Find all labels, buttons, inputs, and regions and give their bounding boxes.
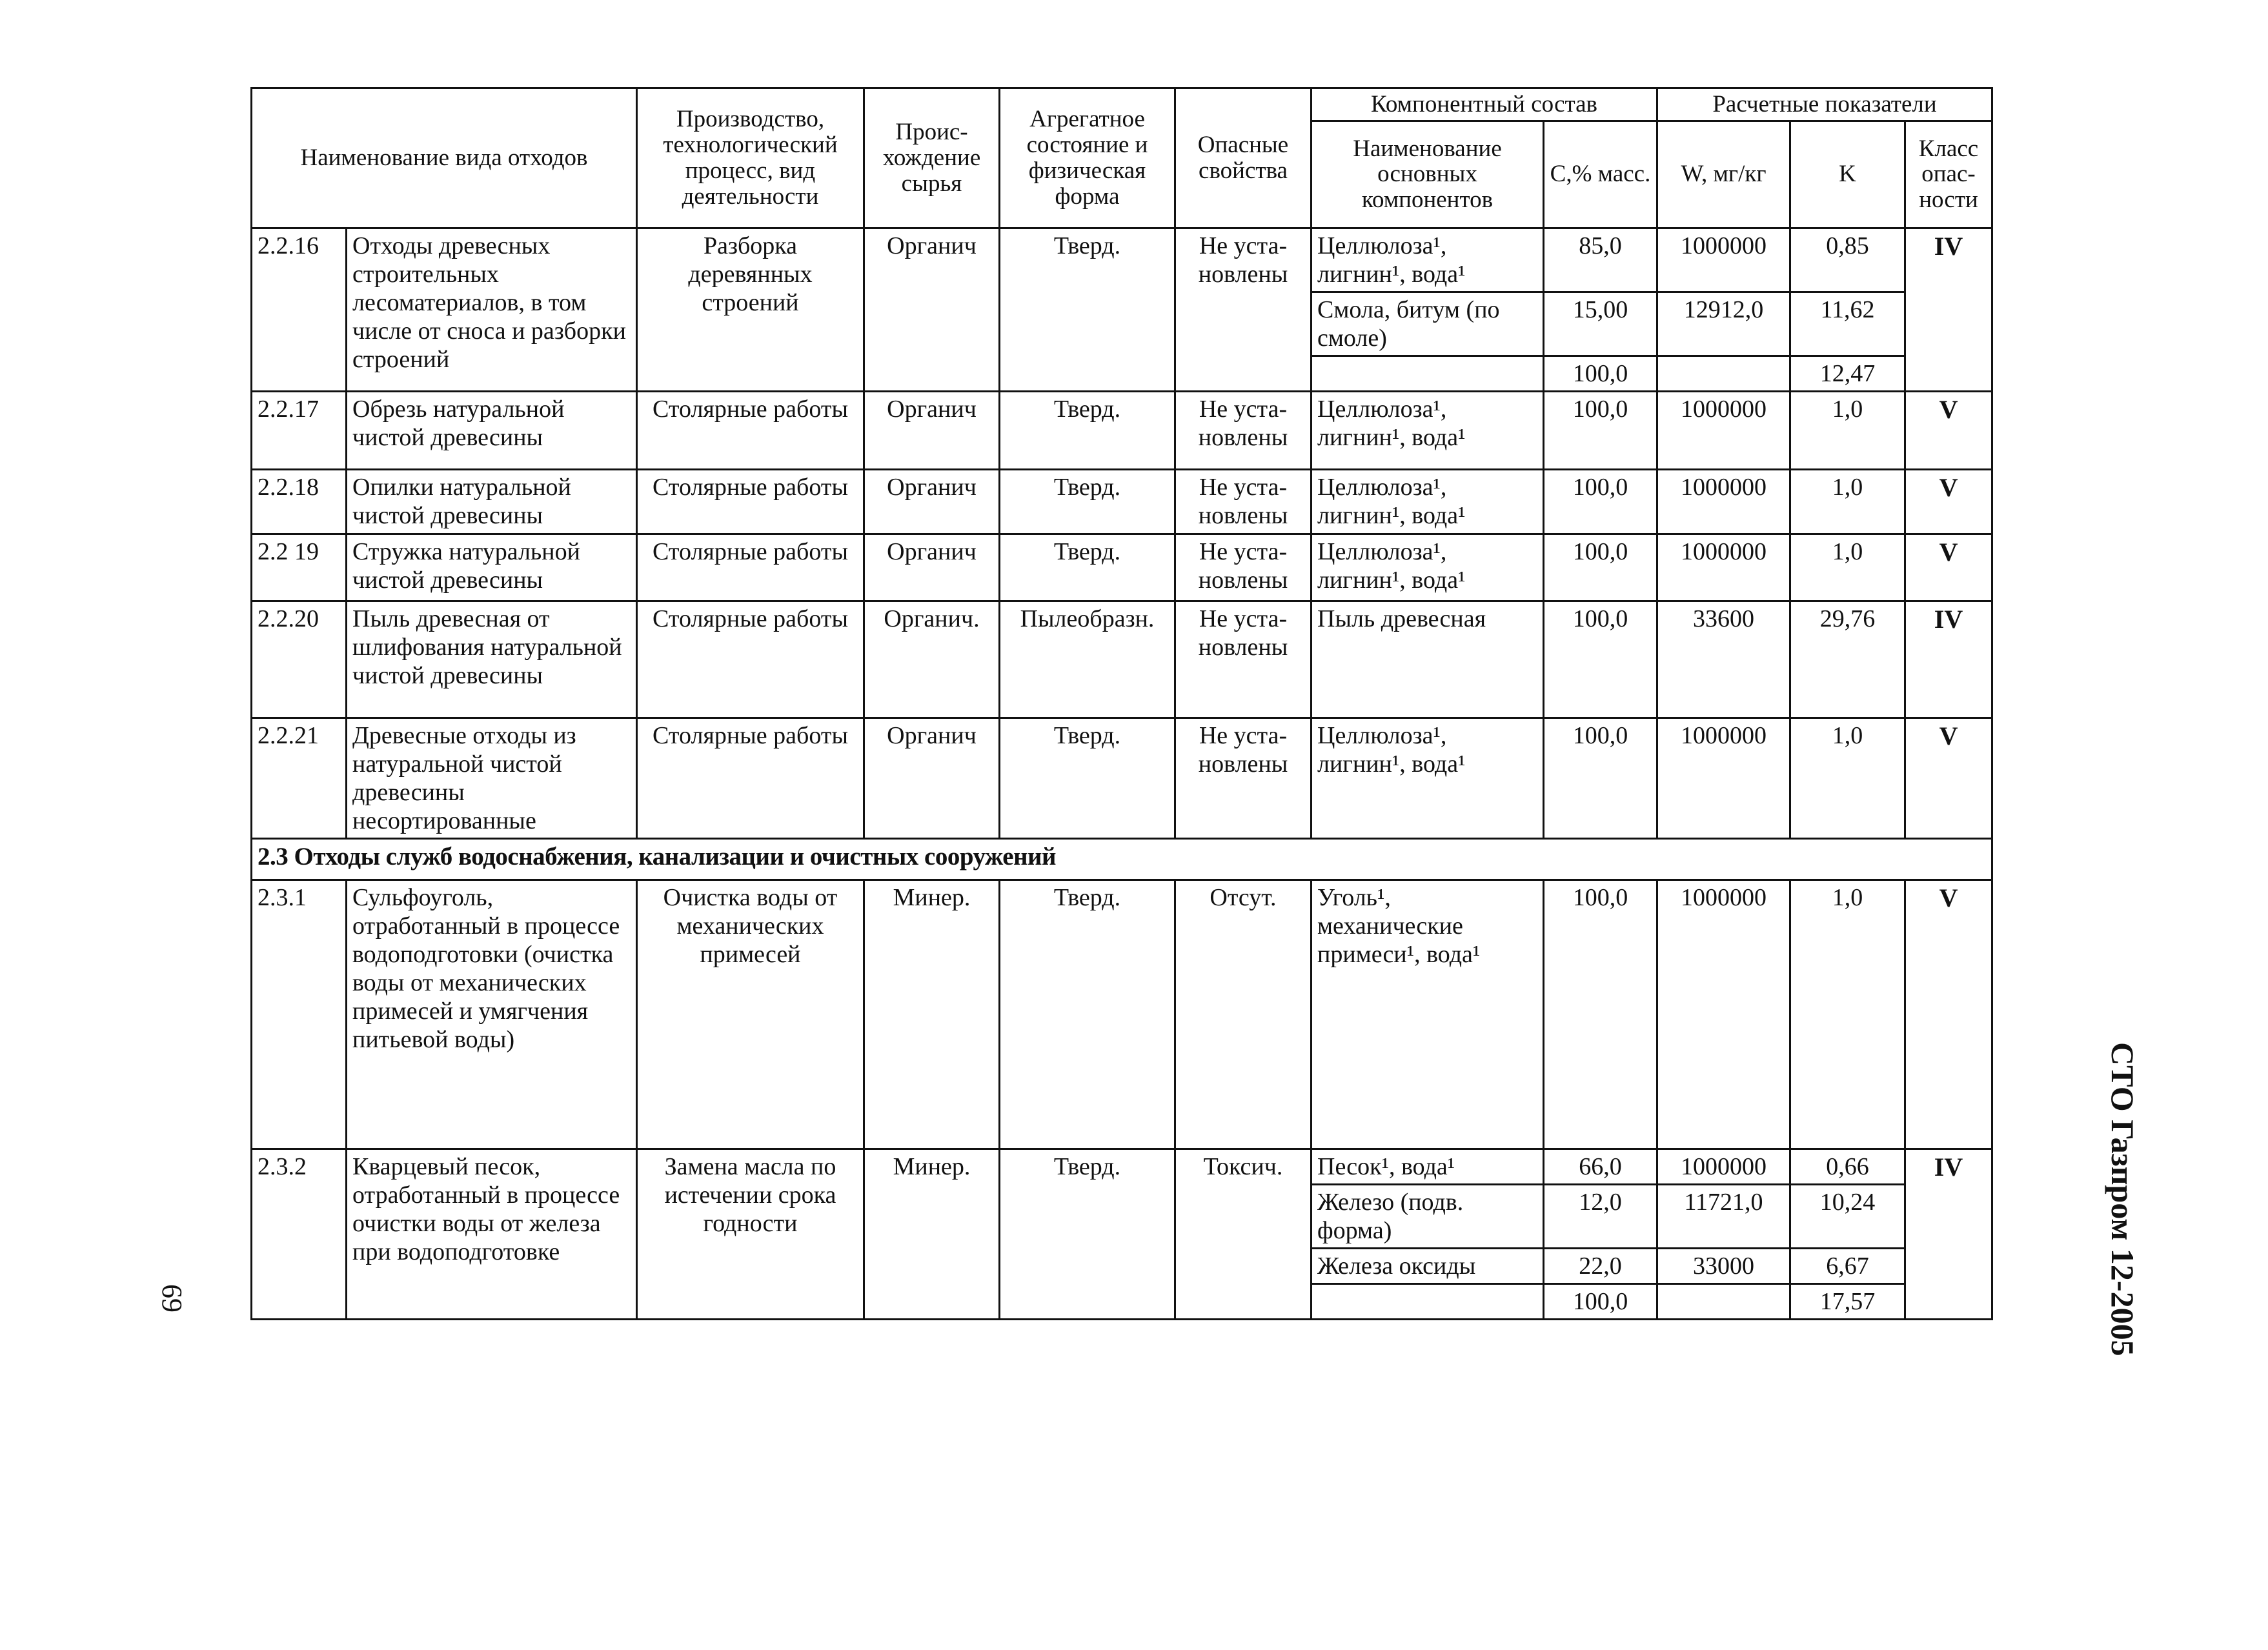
row-w: 1000000 bbox=[1657, 470, 1790, 534]
row-code: 2.2 19 bbox=[252, 534, 347, 601]
header-process: Производство, технологический процесс, вид деятельности bbox=[637, 88, 864, 228]
row-total-k: 17,57 bbox=[1790, 1284, 1905, 1320]
row-total-concentration: 100,0 bbox=[1544, 356, 1657, 392]
row-w: 1000000 bbox=[1657, 228, 1790, 292]
section-title: 2.3 Отходы служб водоснабжения, канализации и очистных сооружений bbox=[252, 838, 1992, 880]
row-w-empty bbox=[1657, 1284, 1790, 1320]
row-waste-name: Опилки натуральной чистой древесины bbox=[347, 470, 637, 534]
header-waste-name: Наименование вида отходов bbox=[252, 88, 637, 228]
row-hazard: Не уста- новлены bbox=[1175, 534, 1311, 601]
table-row bbox=[252, 392, 1992, 470]
row-concentration: 100,0 bbox=[1544, 470, 1657, 534]
header-concentration: С,% масс. bbox=[1544, 121, 1657, 228]
page-number: 69 bbox=[156, 1284, 188, 1313]
row-origin: Органич bbox=[864, 392, 1000, 470]
row-w: 33000 bbox=[1657, 1249, 1790, 1284]
waste-table-sheet bbox=[250, 87, 1991, 1316]
row-origin: Органич bbox=[864, 718, 1000, 838]
row-concentration: 15,00 bbox=[1544, 292, 1657, 356]
row-component: Целлюлоза¹, лигнин¹, вода¹ bbox=[1311, 718, 1544, 838]
row-waste-name: Сульфоуголь, отработанный в процессе водоподготовки (очистка воды от механических примесей и умягчения питьевой воды) bbox=[347, 880, 637, 1149]
section-row bbox=[252, 838, 1992, 880]
row-origin: Органич. bbox=[864, 601, 1000, 718]
waste-classification-table bbox=[250, 87, 1993, 1320]
row-k: 11,62 bbox=[1790, 292, 1905, 356]
row-concentration: 85,0 bbox=[1544, 228, 1657, 292]
row-hazard: Не уста- новлены bbox=[1175, 392, 1311, 470]
row-state: Тверд. bbox=[1000, 534, 1175, 601]
row-w: 33600 bbox=[1657, 601, 1790, 718]
row-hazard: Токсич. bbox=[1175, 1149, 1311, 1319]
row-w: 1000000 bbox=[1657, 880, 1790, 1149]
row-w: 1000000 bbox=[1657, 1149, 1790, 1184]
row-process: Столярные работы bbox=[637, 718, 864, 838]
header-hazard-class: Класс опас- ности bbox=[1905, 121, 1992, 228]
row-concentration: 100,0 bbox=[1544, 601, 1657, 718]
row-w: 1000000 bbox=[1657, 534, 1790, 601]
row-component: Железа оксиды bbox=[1311, 1249, 1544, 1284]
row-component-empty bbox=[1311, 1284, 1544, 1320]
table-row bbox=[252, 880, 1992, 1149]
row-w-empty bbox=[1657, 356, 1790, 392]
row-component: Железо (подв. форма) bbox=[1311, 1184, 1544, 1248]
row-hazard-class: IV bbox=[1905, 601, 1992, 718]
row-process: Очистка воды от механических примесей bbox=[637, 880, 864, 1149]
row-concentration: 66,0 bbox=[1544, 1149, 1657, 1184]
row-hazard-class: V bbox=[1905, 880, 1992, 1149]
row-k: 0,66 bbox=[1790, 1149, 1905, 1184]
row-code: 2.2.17 bbox=[252, 392, 347, 470]
header-components-group: Компонентный состав bbox=[1311, 88, 1657, 121]
header-component-name: Наименование основных компонентов bbox=[1311, 121, 1544, 228]
row-origin: Органич bbox=[864, 534, 1000, 601]
row-component: Смола, битум (по смоле) bbox=[1311, 292, 1544, 356]
row-state: Тверд. bbox=[1000, 392, 1175, 470]
row-component: Целлюлоза¹, лигнин¹, вода¹ bbox=[1311, 470, 1544, 534]
row-waste-name: Отходы древесных строительных лесоматериалов, в том числе от сноса и разборки строений bbox=[347, 228, 637, 391]
row-w: 1000000 bbox=[1657, 392, 1790, 470]
row-state: Тверд. bbox=[1000, 1149, 1175, 1319]
header-hazard: Опасные свойства bbox=[1175, 88, 1311, 228]
header-row-1 bbox=[252, 88, 1992, 121]
row-k: 1,0 bbox=[1790, 392, 1905, 470]
row-k: 6,67 bbox=[1790, 1249, 1905, 1284]
row-code: 2.2.21 bbox=[252, 718, 347, 838]
row-hazard: Не уста- новлены bbox=[1175, 601, 1311, 718]
row-concentration: 100,0 bbox=[1544, 392, 1657, 470]
row-state: Тверд. bbox=[1000, 228, 1175, 391]
row-hazard-class: V bbox=[1905, 718, 1992, 838]
row-component: Целлюлоза¹, лигнин¹, вода¹ bbox=[1311, 228, 1544, 292]
row-waste-name: Кварцевый песок, отработанный в процессе очистки воды от железа при водоподготовке bbox=[347, 1149, 637, 1319]
document-code: СТО Газпром 12-2005 bbox=[2105, 1042, 2141, 1356]
table-row bbox=[252, 601, 1992, 718]
row-hazard: Отсут. bbox=[1175, 880, 1311, 1149]
row-hazard-class: V bbox=[1905, 470, 1992, 534]
row-component: Целлюлоза¹, лигнин¹, вода¹ bbox=[1311, 534, 1544, 601]
row-concentration: 22,0 bbox=[1544, 1249, 1657, 1284]
row-process: Столярные работы bbox=[637, 470, 864, 534]
row-component-empty bbox=[1311, 356, 1544, 392]
row-total-k: 12,47 bbox=[1790, 356, 1905, 392]
row-hazard: Не уста- новлены bbox=[1175, 718, 1311, 838]
row-process: Столярные работы bbox=[637, 392, 864, 470]
row-waste-name: Пыль древесная от шлифования натуральной чистой древесины bbox=[347, 601, 637, 718]
row-origin: Органич bbox=[864, 470, 1000, 534]
row-component: Уголь¹, механические примеси¹, вода¹ bbox=[1311, 880, 1544, 1149]
row-concentration: 100,0 bbox=[1544, 534, 1657, 601]
row-state: Тверд. bbox=[1000, 880, 1175, 1149]
row-code: 2.3.2 bbox=[252, 1149, 347, 1319]
row-component: Целлюлоза¹, лигнин¹, вода¹ bbox=[1311, 392, 1544, 470]
row-component: Пыль древесная bbox=[1311, 601, 1544, 718]
row-code: 2.2.18 bbox=[252, 470, 347, 534]
row-k: 10,24 bbox=[1790, 1184, 1905, 1248]
row-origin: Минер. bbox=[864, 880, 1000, 1149]
row-hazard-class: IV bbox=[1905, 1149, 1992, 1319]
row-hazard: Не уста- новлены bbox=[1175, 228, 1311, 391]
row-code: 2.2.16 bbox=[252, 228, 347, 391]
row-concentration: 100,0 bbox=[1544, 880, 1657, 1149]
row-k: 1,0 bbox=[1790, 470, 1905, 534]
row-waste-name: Древесные отходы из натуральной чистой древесины несортированные bbox=[347, 718, 637, 838]
row-state: Тверд. bbox=[1000, 718, 1175, 838]
row-process: Столярные работы bbox=[637, 601, 864, 718]
table-row bbox=[252, 1149, 1992, 1184]
row-concentration: 12,0 bbox=[1544, 1184, 1657, 1248]
row-process: Замена масла по истечении срока годности bbox=[637, 1149, 864, 1319]
row-component: Песок¹, вода¹ bbox=[1311, 1149, 1544, 1184]
header-origin: Проис- хождение сырья bbox=[864, 88, 1000, 228]
row-code: 2.2.20 bbox=[252, 601, 347, 718]
row-hazard-class: V bbox=[1905, 534, 1992, 601]
row-hazard: Не уста- новлены bbox=[1175, 470, 1311, 534]
row-process: Столярные работы bbox=[637, 534, 864, 601]
row-waste-name: Обрезь натуральной чистой древесины bbox=[347, 392, 637, 470]
row-state: Тверд. bbox=[1000, 470, 1175, 534]
row-total-concentration: 100,0 bbox=[1544, 1284, 1657, 1320]
table-row bbox=[252, 718, 1992, 838]
header-w: W, мг/кг bbox=[1657, 121, 1790, 228]
row-hazard-class: V bbox=[1905, 392, 1992, 470]
row-k: 0,85 bbox=[1790, 228, 1905, 292]
row-k: 1,0 bbox=[1790, 534, 1905, 601]
header-state: Агрегатное состояние и физическая форма bbox=[1000, 88, 1175, 228]
table-row bbox=[252, 470, 1992, 534]
row-origin: Органич bbox=[864, 228, 1000, 391]
table-row bbox=[252, 534, 1992, 601]
row-origin: Минер. bbox=[864, 1149, 1000, 1319]
row-process: Разборка деревянных строений bbox=[637, 228, 864, 391]
row-code: 2.3.1 bbox=[252, 880, 347, 1149]
row-w: 11721,0 bbox=[1657, 1184, 1790, 1248]
row-w: 12912,0 bbox=[1657, 292, 1790, 356]
row-k: 29,76 bbox=[1790, 601, 1905, 718]
row-k: 1,0 bbox=[1790, 718, 1905, 838]
row-concentration: 100,0 bbox=[1544, 718, 1657, 838]
row-state: Пылеобразн. bbox=[1000, 601, 1175, 718]
row-w: 1000000 bbox=[1657, 718, 1790, 838]
header-calc-group: Расчетные показатели bbox=[1657, 88, 1992, 121]
row-k: 1,0 bbox=[1790, 880, 1905, 1149]
row-hazard-class: IV bbox=[1905, 228, 1992, 391]
table-row bbox=[252, 228, 1992, 292]
header-k: K bbox=[1790, 121, 1905, 228]
row-waste-name: Стружка натуральной чистой древесины bbox=[347, 534, 637, 601]
